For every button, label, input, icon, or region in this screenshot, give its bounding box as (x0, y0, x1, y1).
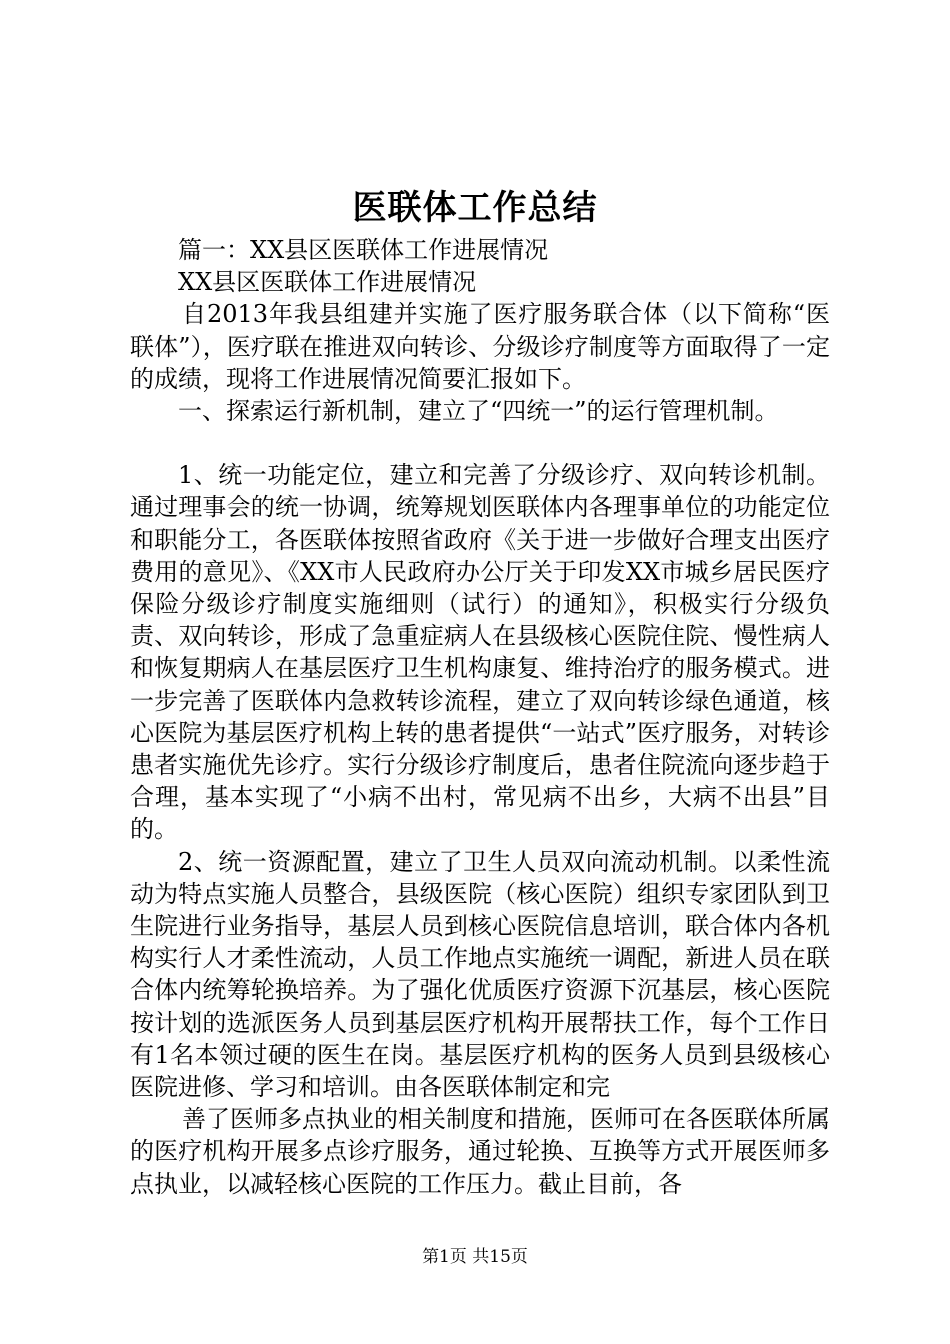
continuation-paragraph: 善了医师多点执业的相关制度和措施，医师可在各医联体所属的医疗机构开展多点诊疗服务，通过轮换、互换等方式开展医师多点执业，以减轻核心医院的工作压力。截止目前，各 (130, 1105, 830, 1198)
part-one-heading: 一、探索运行新机制，建立了“四统一”的运行管理机制。 (178, 397, 779, 426)
subsection-heading: XX县区医联体工作进展情况 (178, 268, 477, 297)
intro-paragraph: 自2013年我县组建并实施了医疗服务联合体（以下简称“医联体”），医疗联在推进双向转诊、分级诊疗制度等方面取得了一定的成绩，现将工作进展情况简要汇报如下。 (130, 300, 830, 393)
section-heading: 篇一：XX县区医联体工作进展情况 (178, 236, 549, 264)
page-number-footer: 第1页 共15页 (422, 1247, 528, 1267)
item-one-paragraph: 1、统一功能定位，建立和完善了分级诊疗、双向转诊机制。通过理事会的统一协调，统筹规划医联体内各理事单位的功能定位和职能分工，各医联体按照省政府《关于进一步做好合理支出医疗费用的意见》、《XX市人民政府办公厅关于印发XX市城乡居民医疗保险分级诊疗制度实施细则（试行）的通知》，积极实行分级负责、双向转诊，形成了急重症病人在县级核心医院住院、慢性病人和恢复期病人在基层医疗卫生机构康复、维持治疗的服务模式。进一步完善了医联体内急救转诊流程，建立了双向转诊绿色通道，核心医院为基层医疗机构上转的患者提供“一站式”医疗服务，对转诊患者实施优先诊疗。实行分级诊疗制度后，患者住院流向逐步趋于合理，基本实现了“小病不出村，常见病不出乡，大病不出县”目的。 (130, 461, 830, 844)
blank-line (130, 427, 830, 459)
item-two-paragraph: 2、统一资源配置，建立了卫生人员双向流动机制。以柔性流动为特点实施人员整合，县级医院（核心医院）组织专家团队到卫生院进行业务指导，基层人员到核心医院信息培训，联合体内各机构实行人才柔性流动，人员工作地点实施统一调配，新进人员在联合体内统筹轮换培养。为了强化优质医疗资源下沉基层，核心医院按计划的选派医务人员到基层医疗机构开展帮扶工作，每个工作日有1名本领过硬的医生在岗。基层医疗机构的医务人员到县级核心医院进修、学习和培训。由各医联体制定和完 (130, 847, 830, 1102)
document-title: 医联体工作总结 (352, 188, 598, 228)
document-body (130, 234, 830, 1200)
